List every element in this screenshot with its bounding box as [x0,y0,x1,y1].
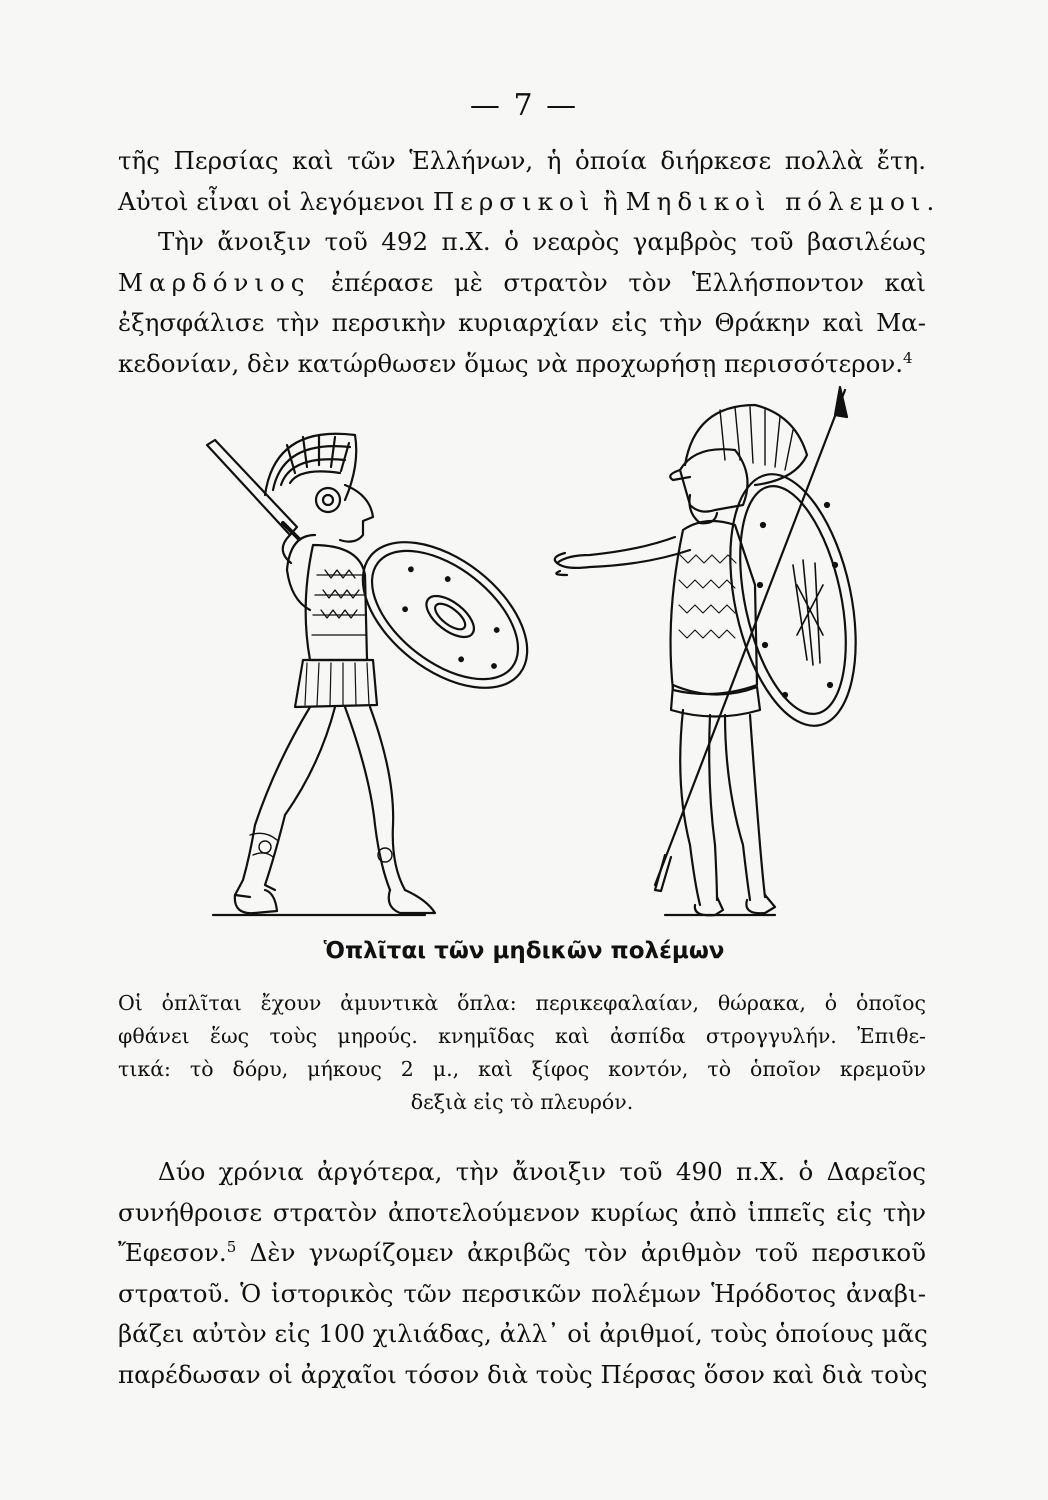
right-hoplite [555,387,877,915]
text-line: βάζει αὐτὸν εἰς 100 χιλιάδας, ἀλλ᾽ οἱ ἀριθμοί, τοὺς ὁποίους μᾶς [118,1319,928,1348]
spaced-term: Περσικοὶ [432,186,596,216]
text-line: ἐξησφάλισε τὴν περσικὴν κυριαρχίαν εἰς τὴν Θράκην καὶ Μα- [118,308,926,337]
text-line: στρατοῦ. Ὁ ἱστορικὸς τῶν περσικῶν πολέμων Ἡρόδοτος ἀναβι- [118,1278,926,1308]
text-line: Δύο χρόνια ἀργότερα, τὴν ἄνοιξιν τοῦ 490 π.Χ. ὁ Δαρεῖος [158,1157,926,1186]
caption-line: φθάνει ἕως τοὺς μηρούς. κνημῖδας καὶ ἀσπίδα στρογγυλήν. Ἐπιθε- [118,1024,926,1048]
cuirass [306,545,367,660]
caption-line: δεξιὰ εἰς τὸ πλευρόν. [410,1090,634,1114]
raised-arm [287,535,315,610]
footnote-mark: 4 [903,348,913,367]
caption-line: Οἱ ὁπλῖται ἔχουν ἀμυντικὰ ὅπλα: περικεφαλαίαν, θώρακα, ὁ ὁποῖος [118,991,926,1015]
paragraph-marathon [118,1152,926,1395]
right-leg [725,715,750,900]
hoplites-illustration [195,385,945,925]
text-line: Τὴν ἄνοιξιν τοῦ 492 π.Χ. ὁ νεαρὸς γαμβρὸς τοῦ βασιλέως [158,227,926,256]
spaced-term: Μαρδόνιος [118,267,311,297]
front-leg [345,707,390,890]
extended-arm [557,537,690,568]
text-line: παρέδωσαν οἱ ἀρχαῖοι τόσον διὰ τοὺς Πέρσας ὅσον καὶ διὰ τοὺς [118,1359,928,1389]
back-foot [235,890,277,913]
round-shield [336,513,553,717]
text-line: τῆς Περσίας καὶ τῶν Ἑλλήνων, ἡ ὁποία διήρκεσε πολλὰ ἔτη. [118,146,926,175]
footnote-mark: 5 [226,1237,237,1256]
page-number: — 7 — [469,88,579,123]
figure-caption-text [118,987,926,1119]
caption-line: τικά: τὸ δόρυ, μήκους 2 μ., καὶ ξίφος κοντόν, τὸ ὁποῖον κρεμοῦν [118,1057,926,1081]
left-hoplite [207,434,554,913]
paragraph-intro [118,141,941,384]
text-line: Ἔφεσον.$^5$ Δὲν γνωρίζομεν ἀκριβῶς τὸν ἀριθμὸν τοῦ περσικοῦ [118,1237,926,1267]
tunic-hem [671,685,760,717]
text-line: συνήθροισε στρατὸν ἀποτελούμενον κυρίως ἀπὸ ἱππεῖς εἰς τὴν [118,1197,926,1227]
oval-shield [710,463,877,738]
spaced-term: Μηδικοὶ πόλεμοι. [625,186,941,216]
back-leg [235,707,310,897]
helmet-cheek [316,488,340,512]
left-leg [680,710,700,905]
sword [207,440,297,535]
front-foot [389,890,435,913]
text-line: κεδονίαν, δὲν κατώρθωσεν ὅμως νὰ προχωρήσῃ περισσότερον.$^4$ [118,348,913,378]
head [340,485,373,542]
text-line: Αὐτοὶ εἶναι οἱ λεγόμενοι Περσικοὶ ἢ Μηδικοὶ πόλεμοι. [118,186,941,216]
shield-emblem [793,560,823,665]
figure-caption-title: Ὁπλῖται τῶν μηδικῶν πολέμων [323,938,725,964]
text-line: Μαρδόνιος ἐπέρασε μὲ στρατὸν τὸν Ἑλλήσποντον καὶ [118,267,926,297]
